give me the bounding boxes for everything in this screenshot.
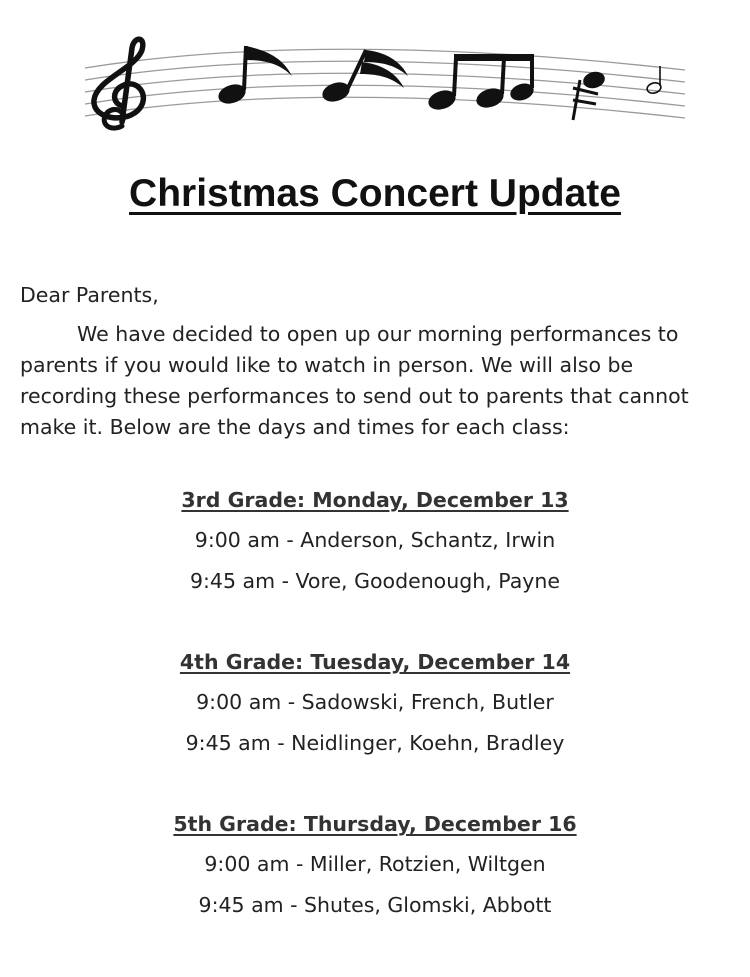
schedule-heading: 3rd Grade: Monday, December 13 <box>181 488 569 512</box>
schedule-slot: 9:00 am - Sadowski, French, Butler <box>196 690 554 714</box>
letter-body <box>20 280 735 443</box>
music-notes-staff-icon <box>70 28 690 138</box>
schedule-heading: 5th Grade: Thursday, December 16 <box>173 812 577 836</box>
small-notes-icon <box>573 66 662 120</box>
schedule-group-4th-grade <box>0 642 750 764</box>
page-title: Christmas Concert Update <box>129 172 621 215</box>
schedule-group-5th-grade <box>0 804 750 926</box>
schedule-slot: 9:45 am - Neidlinger, Koehn, Bradley <box>185 731 565 755</box>
schedule-slot: 9:45 am - Vore, Goodenough, Payne <box>189 569 560 593</box>
schedule-slot: 9:00 am - Miller, Rotzien, Wiltgen <box>204 852 546 876</box>
schedule-slot: 9:45 am - Shutes, Glomski, Abbott <box>198 893 552 917</box>
treble-clef-icon <box>94 39 143 128</box>
schedule-slot: 9:00 am - Anderson, Schantz, Irwin <box>194 528 556 552</box>
schedule <box>0 480 750 966</box>
letter-paragraph: We have decided to open up our morning performances to parents if you would like to watch in person. We will also be recording these performances to send out to parents that cannot make it. Below are the days and times for each class: <box>20 322 689 439</box>
schedule-heading: 4th Grade: Tuesday, December 14 <box>179 650 571 674</box>
greeting: Dear Parents, <box>20 283 159 307</box>
schedule-group-3rd-grade <box>0 480 750 602</box>
